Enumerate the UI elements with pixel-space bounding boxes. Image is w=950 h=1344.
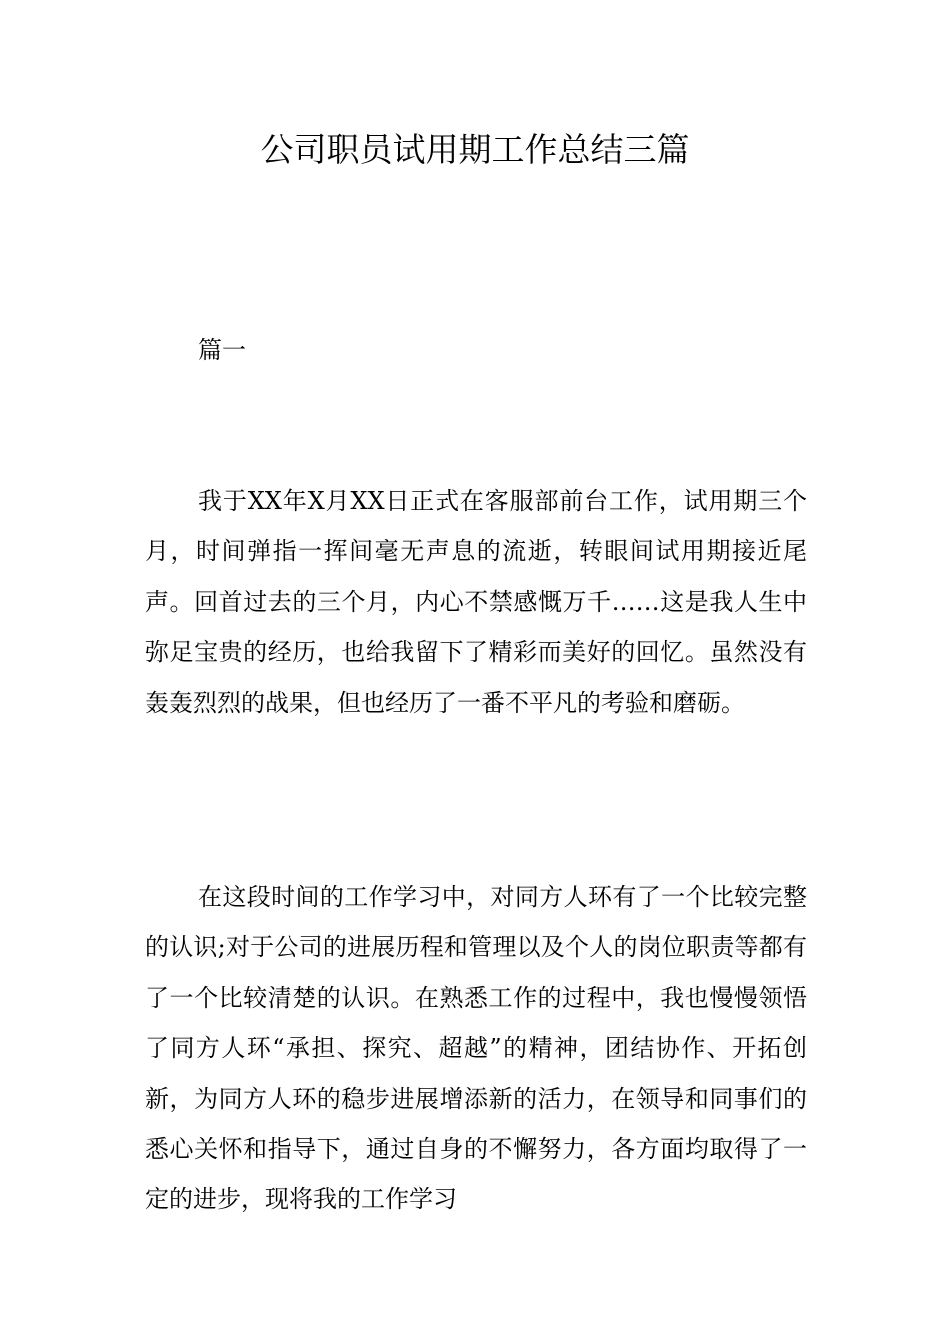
section-heading: 篇一 (198, 336, 246, 364)
document-title: 公司职员试用期工作总结三篇 (260, 130, 690, 169)
paragraph-2: 在这段时间的工作学习中，对同方人环有了一个比较完整的认识;对于公司的进展历程和管理以及个人的岗位职责等都有了一个比较清楚的认识。在熟悉工作的过程中，我也慢慢领悟了同方人环“承担、探究、超越”的精神，团结协作、开拓创新，为同方人环的稳步进展增添新的活力，在领导和同事们的悉心关怀和指导下，通过自身的不懈努力，各方面均取得了一定的进步，现将我的工作学习 (145, 883, 807, 1214)
paragraph-1: 我于XX年X月XX日正式在客服部前台工作，试用期三个月，时间弹指一挥间毫无声息的流逝，转眼间试用期接近尾声。回首过去的三个月，内心不禁感慨万千……这是我人生中弥足宝贵的经历，也给我留下了精彩而美好的回忆。虽然没有轰轰烈烈的战果，但也经历了一番不平凡的考验和磨砺。 (145, 487, 807, 717)
